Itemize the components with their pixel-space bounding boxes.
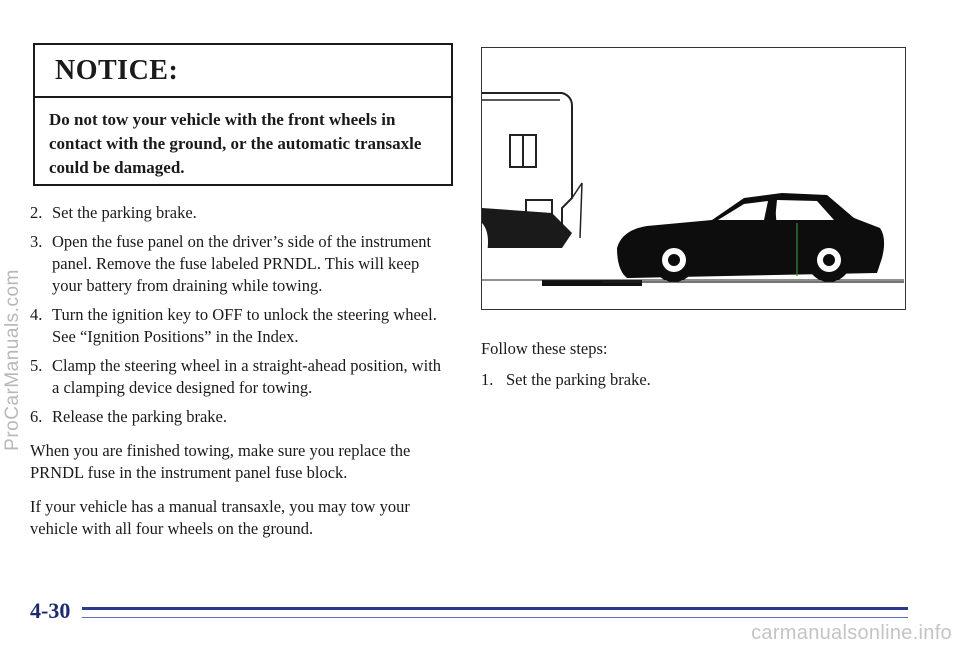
step-number: 2. xyxy=(30,203,43,222)
step-4 xyxy=(30,304,450,348)
watermark-left xyxy=(0,230,26,490)
step-text: Set the parking brake. xyxy=(506,370,651,389)
step-3 xyxy=(30,231,450,297)
right-step-1 xyxy=(481,369,921,391)
notice-box xyxy=(33,43,453,186)
paragraph-manual-transaxle: If your vehicle has a manual transaxle, you may tow your vehicle with all four wheels on the ground. xyxy=(30,497,410,538)
footer-rule-thin xyxy=(82,617,908,618)
step-text: Open the fuse panel on the driver’s side of the instrument panel. Remove the fuse labeled PRNDL. This will keep your battery from draining while towing. xyxy=(52,232,432,295)
step-number: 5. xyxy=(30,356,43,375)
towing-illustration-drawing xyxy=(482,48,904,308)
step-number: 1. xyxy=(481,370,494,389)
notice-title: NOTICE: xyxy=(35,45,451,98)
right-column xyxy=(481,338,921,398)
step-number: 3. xyxy=(30,232,43,251)
step-text: Clamp the steering wheel in a straight-ahead position, with a clamping device designed for towing. xyxy=(52,356,442,397)
step-6 xyxy=(30,406,450,428)
paragraph-replace-fuse: When you are finished towing, make sure you replace the PRNDL fuse in the instrument panel fuse block. xyxy=(30,441,411,482)
step-2 xyxy=(30,202,450,224)
right-intro: Follow these steps: xyxy=(481,339,608,358)
watermark-left-text: ProCarManuals.com xyxy=(2,269,24,451)
notice-body: Do not tow your vehicle with the front wheels in contact with the ground, or the automatic transaxle could be damaged. xyxy=(49,110,422,177)
left-column xyxy=(30,202,450,540)
step-number: 4. xyxy=(30,305,43,324)
step-text: Set the parking brake. xyxy=(52,203,197,222)
step-text: Release the parking brake. xyxy=(52,407,228,426)
towing-illustration xyxy=(481,47,906,310)
watermark-bottom: carmanualsonline.info xyxy=(751,622,952,644)
footer-rule xyxy=(82,607,908,610)
step-number: 6. xyxy=(30,407,43,426)
step-text: Turn the ignition key to OFF to unlock the steering wheel. See “Ignition Positions” in the Index. xyxy=(52,305,437,346)
page-number: 4-30 xyxy=(30,598,71,623)
step-5 xyxy=(30,355,450,399)
